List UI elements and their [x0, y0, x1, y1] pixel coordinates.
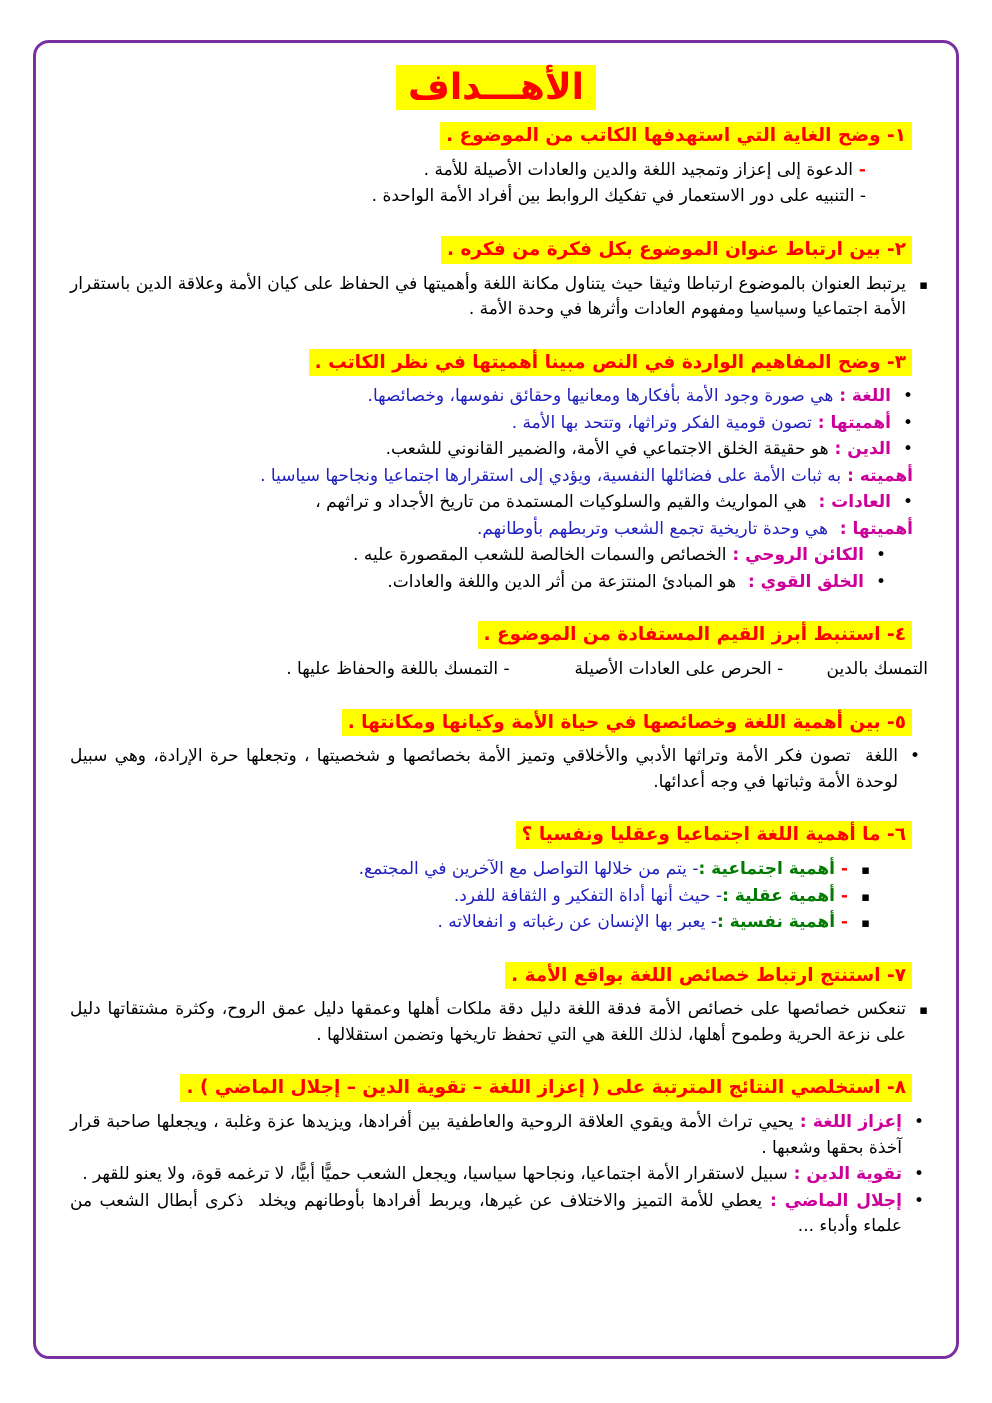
text-run: التمسك بالدين - الحرص على العادات الأصيلة - التمسك باللغة والحفاظ عليها . [286, 659, 928, 679]
section-heading: ٦- ما أهمية اللغة اجتماعيا وعقليا ونفسيا ؟ [516, 821, 912, 849]
section-3 [64, 349, 928, 596]
text-run: تقوية الدين : [787, 1164, 902, 1184]
list-item [64, 1162, 928, 1188]
bullet-dot-icon [903, 437, 913, 463]
text-run: به ثبات الأمة على فضائلها النفسية، ويؤدي إلى استقرارها اجتماعيا ونجاحها سياسيا . [260, 465, 842, 486]
text-run: الكائن الروحي : [726, 545, 864, 566]
bullet-square-icon [861, 884, 870, 910]
section-heading-wrap [64, 1074, 928, 1102]
bullet-square-icon [861, 910, 870, 936]
bullet-dot-icon [903, 411, 913, 437]
section-heading-wrap [64, 962, 928, 990]
page-title: الأهـــداف [396, 65, 596, 110]
list-item [64, 384, 928, 410]
section-heading: ١- وضح الغاية التي استهدفها الكاتب من الموضوع . [440, 122, 912, 150]
list-item [64, 411, 928, 437]
bullet-dot-icon [914, 1189, 924, 1215]
section-heading: ٧- استنتج ارتباط خصائص اللغة بواقع الأمة . [505, 962, 912, 990]
list-item [64, 464, 928, 490]
list-item [64, 1110, 928, 1161]
page-border-frame [33, 40, 959, 1359]
text-run: - [835, 885, 848, 906]
text-run: أهميتها : [827, 518, 913, 539]
list-item [64, 910, 928, 936]
text-run: إجلال الماضي : [762, 1190, 902, 1211]
section-heading: ٢- بين ارتباط عنوان الموضوع بكل فكرة من فكره . [441, 236, 912, 264]
text-run: - حيث أنها أداة التفكير و الثقافة للفرد. [453, 885, 723, 906]
section-1 [64, 122, 928, 210]
text-run: هي وحدة تاريخية تجمع الشعب وتربطهم بأوطانهم. [476, 518, 828, 539]
list-item [64, 1189, 928, 1240]
text-run: اللغة : [833, 386, 891, 407]
bullet-dot-icon [910, 744, 920, 770]
sections-container [64, 122, 928, 1240]
text-run: أهمية اجتماعية : [698, 859, 836, 879]
text-run: أهمية عقلية : [722, 885, 836, 906]
section-heading-wrap [64, 821, 928, 849]
text-run: تصون قومية الفكر وتراثها، وتتحد بها الأمة . [511, 412, 812, 433]
text-run: سبيل لاستقرار الأمة اجتماعيا، ونجاحها سياسيا، ويجعل الشعب حميًّا أبيًّا، لا ترغمه قوة، ولا يعنو للقهر . [82, 1164, 788, 1184]
list-item [64, 158, 928, 184]
text-run: - [853, 159, 866, 180]
section-heading-wrap [64, 122, 928, 150]
list-item [64, 517, 928, 543]
bullet-dot-icon [876, 570, 886, 596]
text-run: الخصائص والسمات الخالصة للشعب المقصورة عليه . [353, 545, 727, 566]
text-run: اللغة تصون فكر الأمة وتراثها الأدبي والأخلاقي وتميز الأمة بخصائصها و شخصيتها ، وتجعلها حرة الإرادة، وهي سبيل لوحدة الأمة وثباتها في وجه أعدائها. [64, 746, 898, 792]
text-run: يعطي للأمة التميز والاختلاف عن غيرها، ويربط أفرادها بأوطانهم ويخلد ذكرى أبطال الشعب من علماء وأدباء ... [64, 1190, 902, 1236]
text-run: الخلق القوي : [736, 571, 864, 592]
text-run: إعزاز اللغة : [793, 1112, 902, 1132]
list-item [64, 184, 928, 210]
text-run: تنعكس خصائصها على خصائص الأمة فدقة اللغة دليل دقة ملكات أهلها وعمقها دليل عمق الروح، وكثرة مشتقاتها دليل على نزعة الحرية وطموح أهلها، لذلك اللغة هي التي تحفظ تاريخها وتضمن استقلالها . [64, 999, 906, 1045]
text-run: هي المواريث والقيم والسلوكيات المستمدة من تاريخ الأجداد و تراثهم ، [315, 492, 807, 513]
section-7 [64, 962, 928, 1049]
bullet-dot-icon [903, 384, 913, 410]
section-8 [64, 1074, 928, 1239]
text-run: - يعبر بها الإنسان عن رغباته و انفعالاته . [437, 912, 717, 932]
section-heading: ٣- وضح المفاهيم الواردة في النص مبينا أهميتها في نظر الكاتب . [309, 349, 912, 377]
text-run: يحيي تراث الأمة ويقوي العلاقة الروحية والعاطفية بين أفرادها، ويزيدها عزة وغلبة ، ويجعلها صاحبة قرار آخذة بحقها وشعبها . [64, 1112, 902, 1158]
bullet-dot-icon [914, 1162, 924, 1188]
text-run: الدعوة إلى إعزاز وتمجيد اللغة والدين والعادات الأصيلة للأمة . [423, 159, 854, 180]
section-2 [64, 236, 928, 323]
list-item [64, 884, 928, 910]
list-item [64, 857, 928, 883]
section-heading-wrap [64, 621, 928, 649]
text-run: - [835, 859, 848, 879]
section-4 [64, 621, 928, 682]
text-run: هو حقيقة الخلق الاجتماعي في الأمة، والضمير القانوني للشعب. [385, 439, 829, 460]
text-run: أهمية نفسية : [716, 912, 836, 932]
list-item [64, 437, 928, 463]
bullet-square-icon [919, 997, 928, 1023]
section-heading: ٥- بين أهمية اللغة وخصائصها في حياة الأمة وكيانها ومكانتها . [342, 709, 912, 737]
title-wrap [64, 65, 928, 110]
text-run: - التنبيه على دور الاستعمار في تفكيك الروابط بين أفراد الأمة الواحدة . [371, 186, 866, 207]
text-run: العادات : [806, 492, 891, 513]
list-item [64, 997, 928, 1048]
list-item [64, 543, 928, 569]
text-run: الدين : [828, 439, 891, 460]
list-item [64, 490, 928, 516]
text-run: أهميتها : [811, 412, 891, 433]
bullet-dot-icon [903, 490, 913, 516]
text-run: أهميته : [841, 465, 913, 486]
bullet-square-icon [919, 272, 928, 298]
section-heading: ٨- استخلصي النتائج المترتبة على ( إعزاز اللغة – تقوية الدين – إجلال الماضي ) . [180, 1074, 912, 1102]
text-run: هي صورة وجود الأمة بأفكارها ومعانيها وحقائق نفوسها، وخصائصها. [367, 386, 834, 407]
section-heading-wrap [64, 236, 928, 264]
list-item [64, 657, 928, 683]
text-run: - [835, 912, 848, 932]
text-run: - يتم من خلالها التواصل مع الآخرين في المجتمع. [358, 859, 699, 879]
list-item [64, 744, 928, 795]
bullet-dot-icon [876, 543, 886, 569]
text-run: يرتبط العنوان بالموضوع ارتباطا وثيقا حيث يتناول مكانة اللغة وأهميتها في الحفاظ على كيان الأمة وعلاقة الدين باستقرار الأمة اجتماعيا وسياسيا ومفهوم العادات وأثرها في وحدة الأمة . [64, 273, 906, 319]
section-heading-wrap [64, 349, 928, 377]
list-item [64, 570, 928, 596]
text-run: هو المبادئ المنتزعة من أثر الدين واللغة والعادات. [387, 571, 737, 592]
section-5 [64, 709, 928, 796]
list-item [64, 272, 928, 323]
bullet-dot-icon [914, 1110, 924, 1136]
section-heading-wrap [64, 709, 928, 737]
bullet-square-icon [861, 857, 870, 883]
section-heading: ٤- استنبط أبرز القيم المستفادة من الموضوع . [478, 621, 912, 649]
section-6 [64, 821, 928, 935]
